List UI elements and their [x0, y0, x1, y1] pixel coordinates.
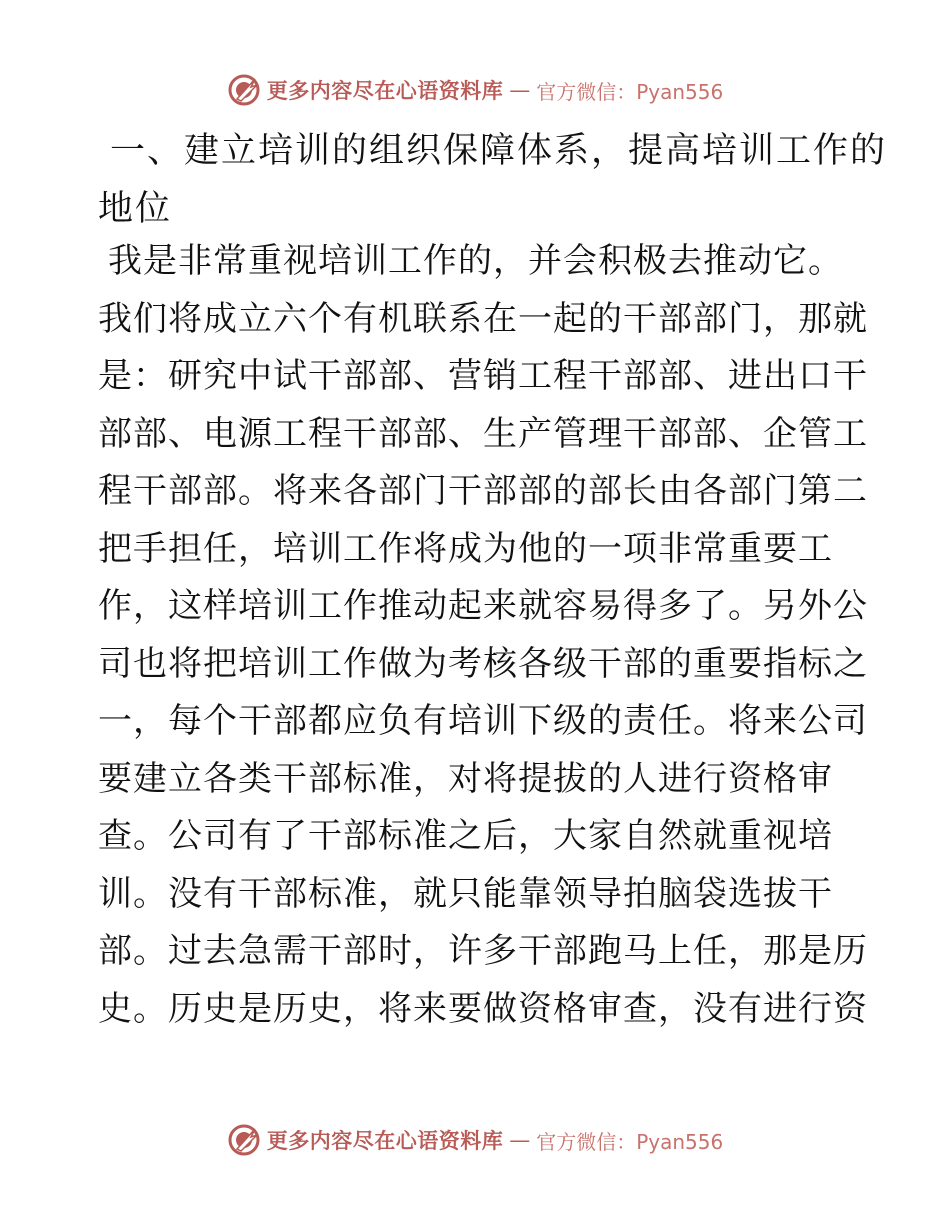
header-banner-dash: —: [509, 78, 531, 102]
paragraph-line: 程干部部。将来各部门干部部的部长由各部门第二: [98, 471, 868, 511]
heading-line: 一、建立培训的组织保障体系，提高培训工作的: [110, 131, 888, 171]
paragraph-line: 要建立各类干部标准，对将提拔的人进行资格审: [98, 758, 833, 799]
paragraph-line: 我是非常重视培训工作的，并会积极去推动它。: [108, 241, 843, 281]
paragraph-line: 一，每个干部都应负有培训下级的责任。将来公司: [98, 701, 868, 741]
paragraph-line: 训。没有干部标准，就只能靠领导拍脑袋选拔干: [98, 873, 833, 914]
heading-line: 地位: [98, 189, 173, 229]
header-banner: [0, 70, 950, 110]
quill-logo-icon: [227, 1123, 261, 1157]
paragraph-line: 部部、电源工程干部部、生产管理干部部、企管工: [98, 413, 868, 454]
header-banner-text: 更多内容尽在心语资料库: [266, 78, 504, 103]
body-paragraph: [98, 233, 868, 1038]
footer-banner-text: 更多内容尽在心语资料库: [266, 1128, 504, 1153]
paragraph-line: 作，这样培训工作推动起来就容易得多了。另外公: [98, 586, 868, 626]
paragraph-line: 司也将把培训工作做为考核各级干部的重要指标之: [98, 643, 868, 684]
quill-logo-icon: [227, 73, 261, 107]
paragraph-line: 我们将成立六个有机联系在一起的干部部门，那就: [98, 298, 868, 339]
paragraph-line: 是：研究中试干部部、营销工程干部部、进出口干: [98, 356, 868, 396]
paragraph-line: 把手担任，培训工作将成为他的一项非常重要工: [98, 528, 833, 569]
footer-banner: [0, 1120, 950, 1160]
paragraph-line: 史。历史是历史，将来要做资格审查，没有进行资: [98, 988, 868, 1029]
footer-banner-wechat: 官方微信：Pyan556: [536, 1129, 724, 1154]
section-heading: [98, 122, 888, 238]
footer-banner-dash: —: [509, 1128, 531, 1152]
header-banner-wechat: 官方微信：Pyan556: [536, 79, 724, 104]
paragraph-line: 部。过去急需干部时，许多干部跑马上任，那是历: [98, 931, 868, 971]
paragraph-line: 查。公司有了干部标准之后，大家自然就重视培: [98, 816, 833, 856]
